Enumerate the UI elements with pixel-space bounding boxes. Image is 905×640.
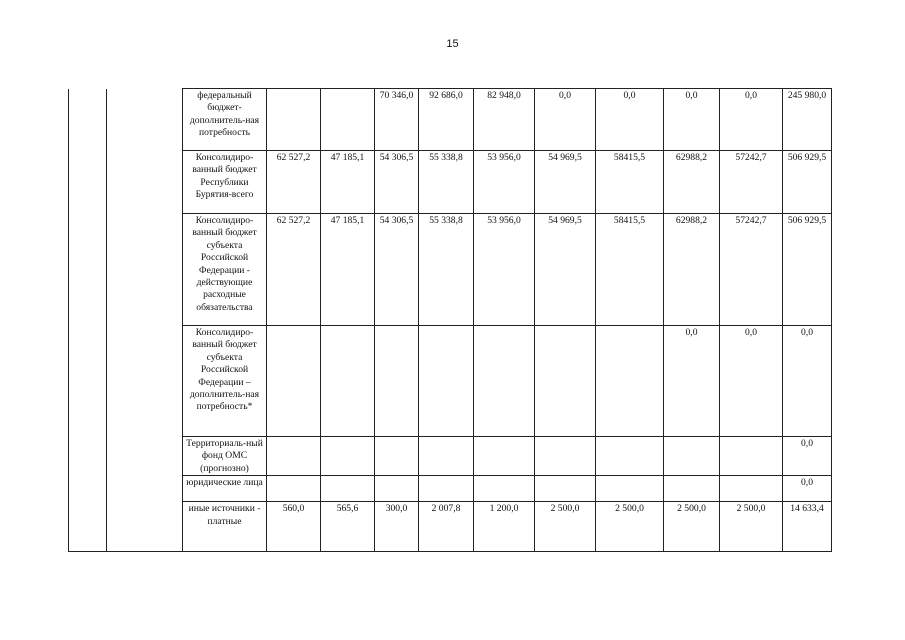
blank-cell [107, 437, 183, 476]
blank-cell [107, 214, 183, 326]
value-cell: 2 500,0 [720, 502, 783, 552]
value-cell: 54 306,5 [375, 151, 419, 214]
source-cell: иные источники - платные [183, 502, 267, 552]
blank-cell [107, 89, 183, 151]
value-cell [474, 437, 535, 476]
value-cell [596, 476, 664, 502]
value-cell [375, 476, 419, 502]
blank-cell [69, 476, 107, 502]
value-cell: 62 527,2 [267, 214, 321, 326]
value-cell: 54 306,5 [375, 214, 419, 326]
source-cell: Территориаль-ный фонд ОМС (прогнозно) [183, 437, 267, 476]
blank-cell [69, 214, 107, 326]
value-cell: 0,0 [783, 326, 832, 437]
value-cell: 57242,7 [720, 214, 783, 326]
value-cell: 62988,2 [664, 151, 720, 214]
table-row [69, 89, 832, 151]
value-cell: 0,0 [783, 437, 832, 476]
value-cell: 55 338,8 [419, 151, 474, 214]
blank-cell [107, 151, 183, 214]
value-cell [321, 89, 375, 151]
value-cell: 54 969,5 [535, 151, 596, 214]
value-cell: 565,6 [321, 502, 375, 552]
value-cell: 560,0 [267, 502, 321, 552]
value-cell: 55 338,8 [419, 214, 474, 326]
value-cell: 57242,7 [720, 151, 783, 214]
table-row [69, 214, 832, 326]
table-row [69, 502, 832, 552]
value-cell [535, 326, 596, 437]
table-row [69, 151, 832, 214]
value-cell [535, 476, 596, 502]
blank-cell [69, 437, 107, 476]
value-cell: 0,0 [720, 326, 783, 437]
value-cell: 506 929,5 [783, 214, 832, 326]
table-row [69, 326, 832, 437]
source-cell: юридические лица [183, 476, 267, 502]
value-cell: 2 007,8 [419, 502, 474, 552]
value-cell: 47 185,1 [321, 151, 375, 214]
value-cell [375, 326, 419, 437]
value-cell: 92 686,0 [419, 89, 474, 151]
value-cell [321, 437, 375, 476]
table-body [69, 89, 832, 552]
value-cell: 58415,5 [596, 151, 664, 214]
value-cell: 53 956,0 [474, 214, 535, 326]
value-cell [419, 476, 474, 502]
value-cell: 1 200,0 [474, 502, 535, 552]
value-cell [321, 326, 375, 437]
value-cell: 0,0 [664, 326, 720, 437]
blank-cell [107, 502, 183, 552]
value-cell: 0,0 [720, 89, 783, 151]
blank-cell [69, 89, 107, 151]
table-row [69, 476, 832, 502]
value-cell: 58415,5 [596, 214, 664, 326]
value-cell: 0,0 [664, 89, 720, 151]
value-cell [267, 326, 321, 437]
value-cell [267, 437, 321, 476]
source-cell: федеральный бюджет-дополнитель-ная потребность [183, 89, 267, 151]
value-cell: 62 527,2 [267, 151, 321, 214]
value-cell: 2 500,0 [535, 502, 596, 552]
value-cell [596, 437, 664, 476]
value-cell: 82 948,0 [474, 89, 535, 151]
value-cell [664, 476, 720, 502]
value-cell: 0,0 [535, 89, 596, 151]
source-cell: Консолидиро-ванный бюджет субъекта Российской Федерации - действующие расходные обязательства [183, 214, 267, 326]
value-cell: 506 929,5 [783, 151, 832, 214]
value-cell [321, 476, 375, 502]
value-cell: 47 185,1 [321, 214, 375, 326]
budget-table [68, 88, 832, 552]
value-cell [474, 326, 535, 437]
value-cell [419, 326, 474, 437]
blank-cell [107, 326, 183, 437]
value-cell [720, 437, 783, 476]
value-cell [596, 326, 664, 437]
value-cell [419, 437, 474, 476]
blank-cell [69, 151, 107, 214]
value-cell: 70 346,0 [375, 89, 419, 151]
value-cell [720, 476, 783, 502]
value-cell: 2 500,0 [596, 502, 664, 552]
value-cell [267, 89, 321, 151]
table-row [69, 437, 832, 476]
blank-cell [69, 502, 107, 552]
value-cell [664, 437, 720, 476]
value-cell [375, 437, 419, 476]
source-cell: Консолидиро-ванный бюджет субъекта Российской Федерации – дополнитель-ная потребность* [183, 326, 267, 437]
value-cell: 62988,2 [664, 214, 720, 326]
value-cell: 0,0 [596, 89, 664, 151]
value-cell: 2 500,0 [664, 502, 720, 552]
blank-cell [107, 476, 183, 502]
value-cell: 300,0 [375, 502, 419, 552]
blank-cell [69, 326, 107, 437]
value-cell [267, 476, 321, 502]
value-cell [474, 476, 535, 502]
value-cell: 245 980,0 [783, 89, 832, 151]
page-number: 15 [446, 38, 459, 50]
value-cell: 0,0 [783, 476, 832, 502]
value-cell: 53 956,0 [474, 151, 535, 214]
source-cell: Консолидиро-ванный бюджет Республики Бурятия-всего [183, 151, 267, 214]
value-cell: 54 969,5 [535, 214, 596, 326]
value-cell [535, 437, 596, 476]
value-cell: 14 633,4 [783, 502, 832, 552]
